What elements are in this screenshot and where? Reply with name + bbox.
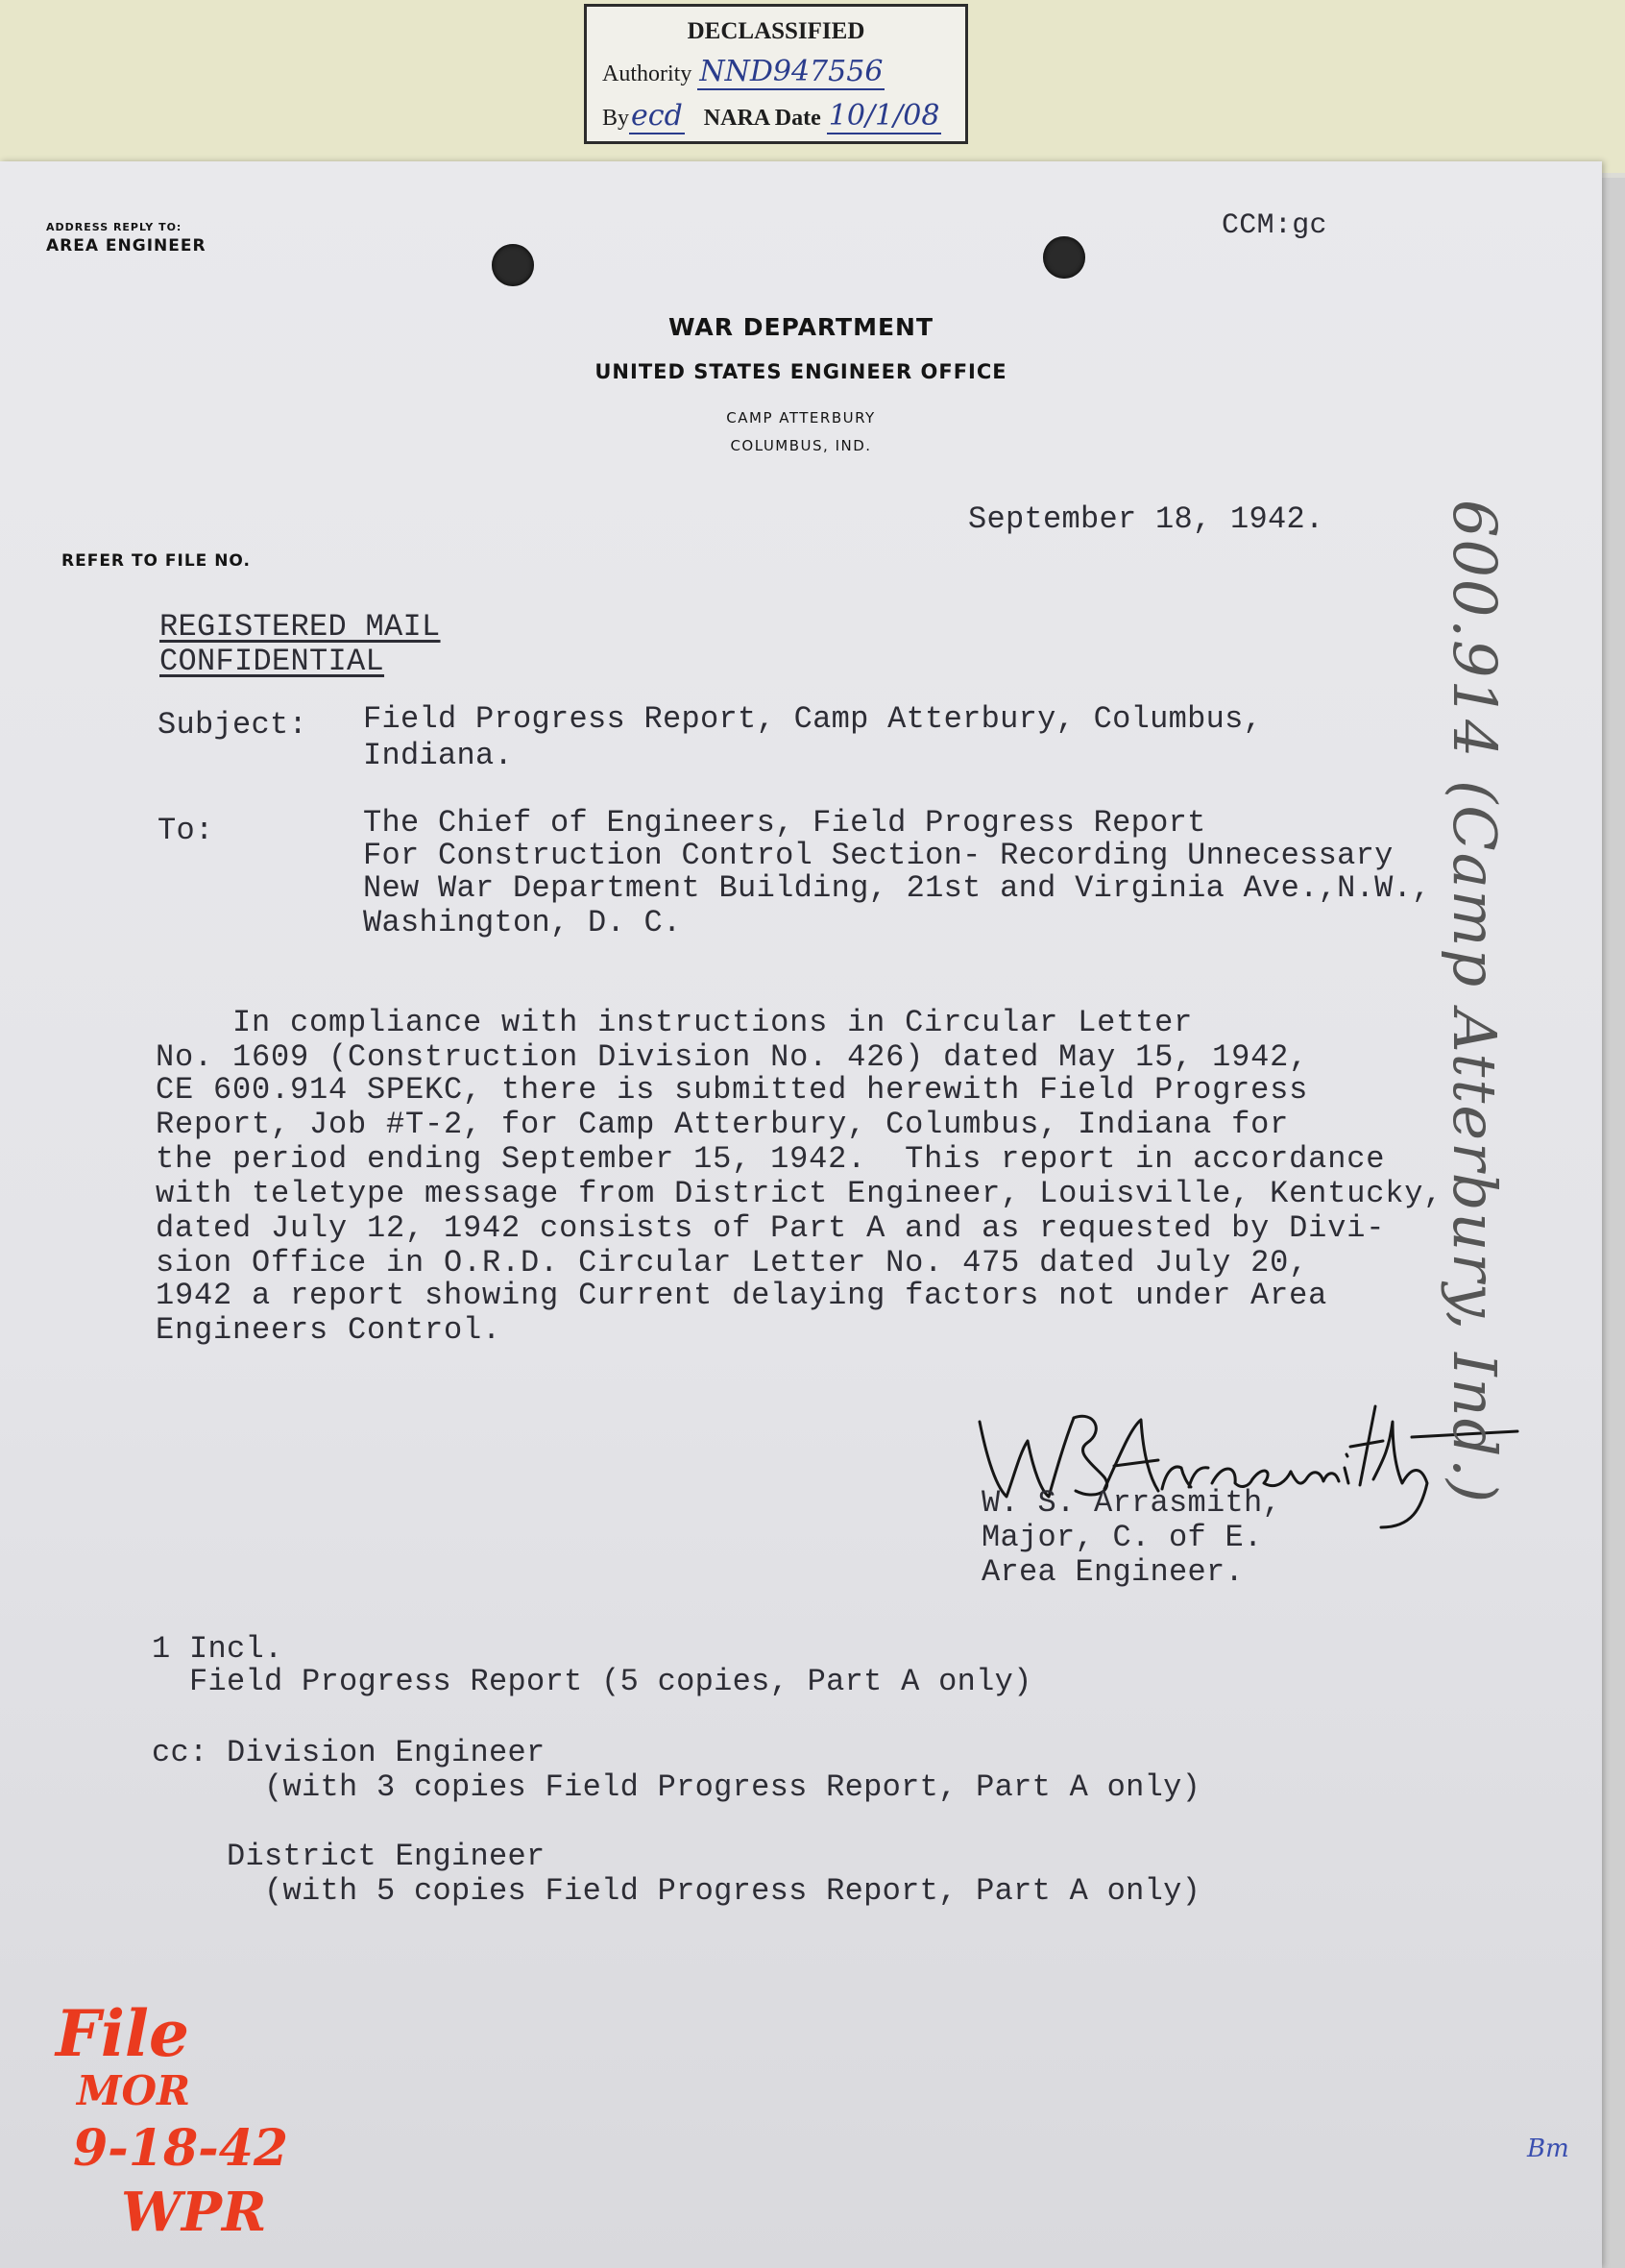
underlying-pages [1602,178,1625,2268]
signer-title: Area Engineer. [982,1554,1245,1590]
subject-line-1: Field Progress Report, Camp Atterbury, Columbus, [363,701,1263,737]
body-line: Report, Job #T-2, for Camp Atterbury, Columbus, Indiana for [156,1107,1290,1142]
to-line-2: For Construction Control Section- Recording Unnecessary [363,838,1394,873]
stamp-by-label: By [602,106,630,131]
body-line: the period ending September 15, 1942. This report in accordance [156,1141,1386,1177]
address-reply-to: ADDRESS REPLY TO: [46,221,182,233]
body-line: No. 1609 (Construction Division No. 426) dated May 15, 1942, [156,1039,1309,1075]
body-line: In compliance with instructions in Circular Letter [156,1005,1194,1040]
body-line: CE 600.914 SPEKC, there is submitted herewith Field Progress [156,1072,1309,1108]
body-line: dated July 12, 1942 consists of Part A and as requested by Divi- [156,1210,1386,1246]
declassified-stamp [584,4,968,144]
cc-division-copies: (with 3 copies Field Progress Report, Part A only) [152,1769,1201,1805]
subject-line-2: Indiana. [363,738,514,773]
stamp-by-value: ecd [631,99,683,133]
refer-to-file: REFER TO FILE NO. [61,551,251,571]
corner-initials: Bm [1527,2134,1569,2163]
handwritten-file-note: 600.914 (Camp Atterbury, Ind.) [1440,500,1510,1505]
red-pencil-date: 9-18-42 [73,2119,289,2178]
department-heading: WAR DEPARTMENT [667,313,934,341]
punch-hole-left [492,244,534,286]
confidential-mark: CONFIDENTIAL [159,644,385,679]
signer-name: W. S. Arrasmith, [982,1485,1282,1521]
body-line: Engineers Control. [156,1312,502,1348]
to-line-1: The Chief of Engineers, Field Progress Report [363,805,1206,841]
registered-mail: REGISTERED MAIL [159,609,441,645]
body-line: with teletype message from District Engineer, Louisville, Kentucky, [156,1176,1443,1211]
enclosure-description: Field Progress Report (5 copies, Part A only) [152,1664,1032,1699]
signer-rank: Major, C. of E. [982,1520,1263,1555]
letter-date: September 18, 1942. [968,501,1324,537]
stamp-nara-date-label: NARA Date [703,106,821,131]
subject-label: Subject: [158,707,308,743]
enclosure-count: 1 Incl. [152,1631,283,1667]
office-heading: UNITED STATES ENGINEER OFFICE [594,360,1007,383]
area-engineer-label: AREA ENGINEER [46,236,206,256]
body-line: sion Office in O.R.D. Circular Letter No. 475 dated July 20, [156,1245,1309,1280]
to-line-4: Washington, D. C. [363,905,682,940]
location-camp: CAMP ATTERBURY [726,409,876,427]
punch-hole-right [1043,236,1085,279]
stamp-authority-value: NND947556 [699,55,884,88]
initials-code: CCM:gc [1222,209,1327,242]
red-pencil-wpr: WPR [121,2181,267,2244]
cc-district-copies: (with 5 copies Field Progress Report, Part A only) [152,1873,1201,1909]
red-pencil-file: File [56,1996,189,2071]
stamp-authority-label: Authority [602,61,692,86]
to-label: To: [158,813,214,848]
stamp-title: DECLASSIFIED [687,18,865,44]
to-line-3: New War Department Building, 21st and Virginia Ave.,N.W., [363,870,1431,906]
body-line: 1942 a report showing Current delaying factors not under Area [156,1278,1328,1313]
red-pencil-mor: MOR [77,2067,190,2114]
location-city: COLUMBUS, IND. [730,437,872,454]
stamp-nara-date-value: 10/1/08 [828,99,940,133]
cc-division-engineer: cc: Division Engineer [152,1735,546,1770]
cc-district-engineer: District Engineer [152,1839,546,1874]
